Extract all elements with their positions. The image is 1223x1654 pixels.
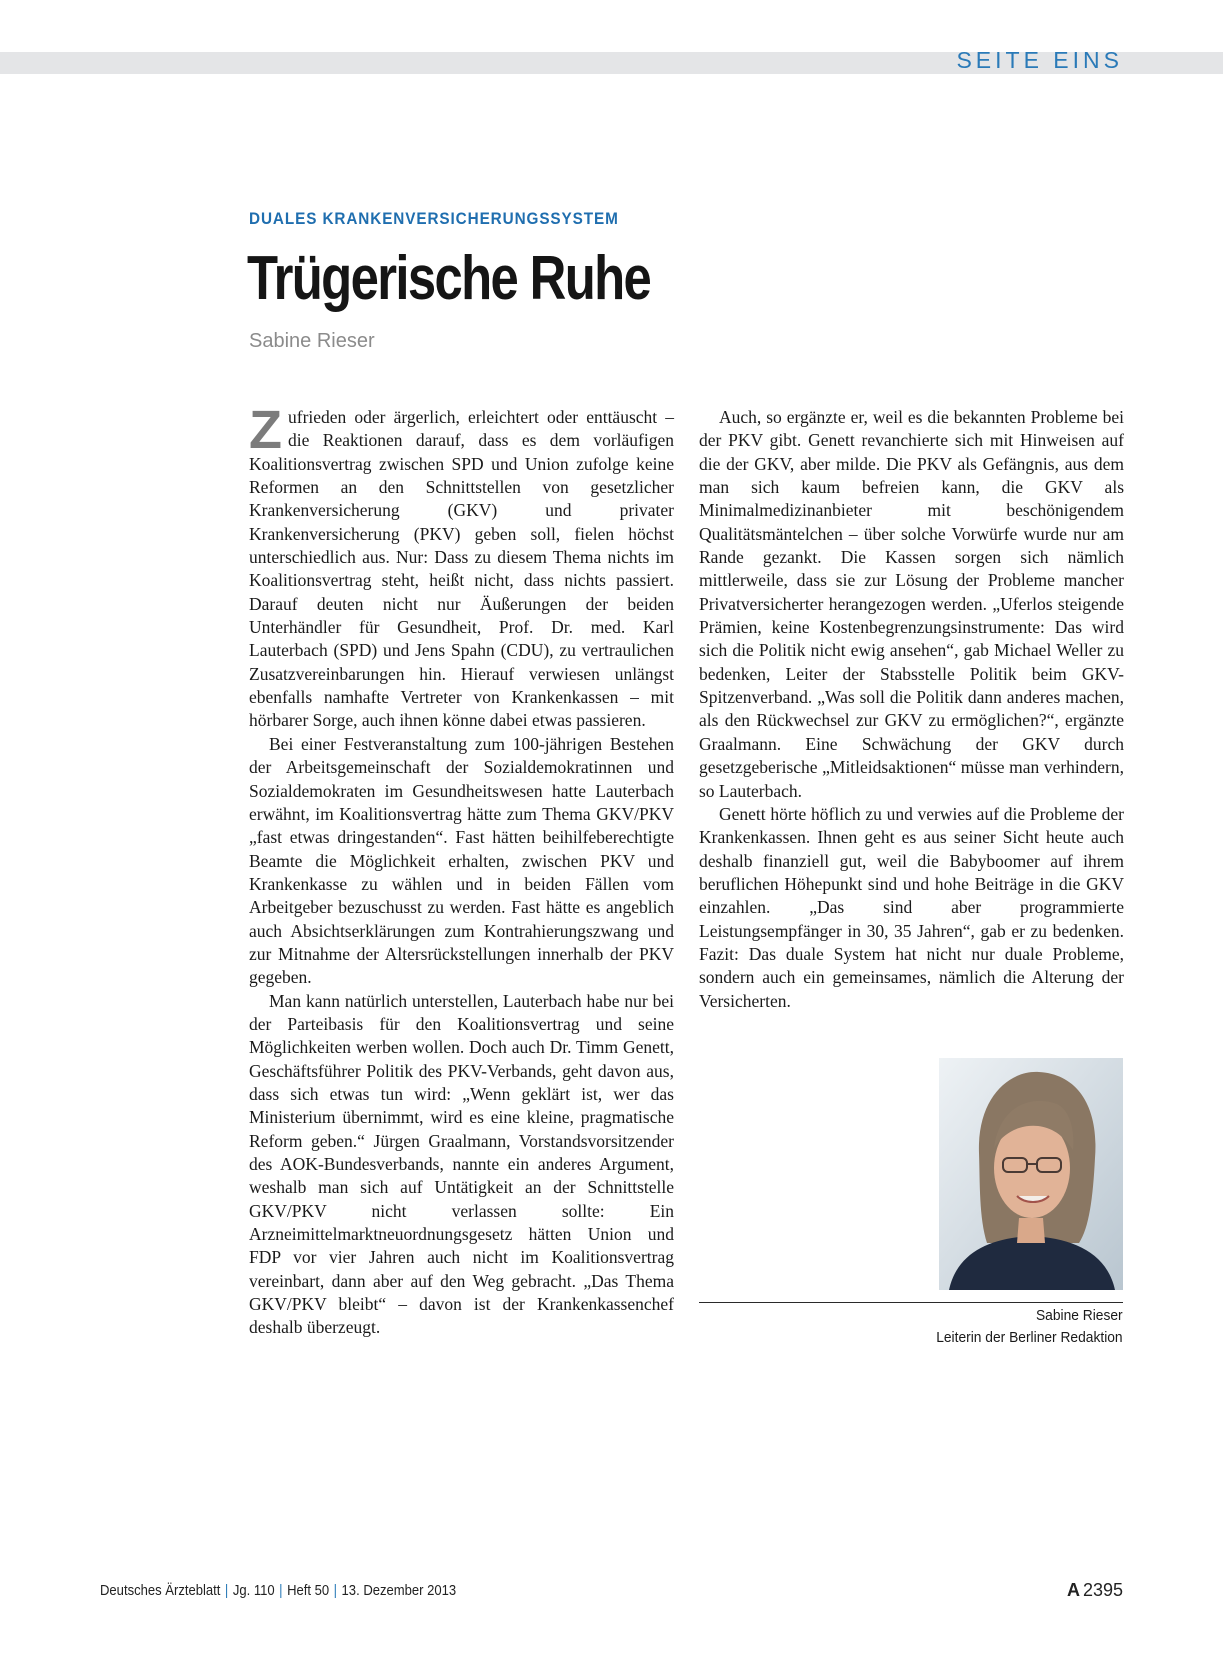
footer-publication: Deutsches Ärzteblatt <box>100 1583 221 1599</box>
right-column <box>699 406 1124 1013</box>
paragraph: Man kann natürlich unterstellen, Lauterbach habe nur bei der Parteibasis für den Koalitionsvertrag und seine Möglichkeiten werben wollen. Doch auch Dr. Timm Genett, Geschäftsführer Politik des PKV-Verbands, geht davon aus, dass sich etwas tun wird: „Wenn geklärt ist, wer das Ministerium übernimmt, wird es eine kleine, pragmatische Reform geben.“ Jürgen Graalmann, Vorstandsvorsitzender des AOK-Bundesverbands, nannte ein anderes Argument, weshalb man sich auf Untätigkeit an der Schnittstelle GKV/PKV nicht verlassen sollte: Ein Arzneimittelmarktneuordnungsgesetz hätten Union und FDP vor vier Jahren auch nicht im Koalitionsvertrag vereinbart, dann aber auf den Weg gebracht. „Das Thema GKV/PKV bleibt“ – davon ist der Krankenkassenchef deshalb überzeugt. <box>249 990 674 1338</box>
paragraph: Bei einer Festveranstaltung zum 100-jährigen Bestehen der Arbeitsgemeinschaft der Sozialdemokratinnen und Sozialdemokraten im Gesundheitswesen hatte Lauterbach erwähnt, im Koalitionsvertrag hätte zum Thema GKV/PKV „fast etwas dringestanden“. Fast hätten beihilfeberechtigte Beamte die Möglichkeit erhalten, zwischen PKV und Krankenkasse zu wählen und in beiden Fällen vom Arbeitgeber bezuschusst zu werden. Fast hätte es angeblich auch Absichtserklärungen zum Kontrahierungszwang und zur Mitnahme der Altersrückstellungen innerhalb der PKV gegeben. <box>249 733 674 988</box>
footer-date: 13. Dezember 2013 <box>341 1583 457 1599</box>
article-kicker: DUALES KRANKENVERSICHERUNGSSYSTEM <box>249 209 619 228</box>
page-footer <box>100 1583 456 1599</box>
article-title: Trügerische Ruhe <box>247 244 651 313</box>
footer-volume: Jg. 110 <box>232 1583 275 1599</box>
drop-cap: Z <box>249 400 282 460</box>
left-column <box>249 400 674 1340</box>
paragraph: Auch, so ergänzte er, weil es die bekannten Probleme bei der PKV gibt. Genett revanchierte sich mit Hinweisen auf die der GKV, aber milde. Die PKV als Gefängnis, aus dem man sich kaum befreien kann, die GKV als Minimalmedizinanbieter mit beschönigendem Qualitätsmäntelchen – über solche Vorwürfe wurde nur am Rande gezankt. Die Kassen sorgen sich nämlich mittlerweile, dass sie zur Lösung der Probleme mancher Privatversicherter herangezogen werden. „Uferlos steigende Prämien, keine Kostenbegrenzungsinstrumente: Das wird sich die Politik nicht ewig ansehen“, gab Michael Weller zu bedenken, Leiter der Stabsstelle Politik beim GKV-Spitzenverband. „Was soll die Politik dann anderes machen, als den Rückwechsel zur GKV zu ermöglichen?“, ergänzte Graalmann. Eine Schwächung der GKV durch gesetzgeberische „Mitleidsaktionen“ müsse man verhindern, so Lauterbach. <box>699 407 1124 801</box>
page-prefix: A <box>1066 1580 1080 1600</box>
photo-caption <box>937 1305 1123 1349</box>
paragraph <box>249 400 674 733</box>
paragraph-text: ufrieden oder ärgerlich, erleichtert oder enttäuscht – die Reaktionen darauf, dass es dem vorläufigen Koalitionsvertrag zwischen SPD und Union zufolge keine Reformen an den Schnittstellen von gesetzlicher Krankenversicherung (GKV) und privater Krankenversicherung (PKV) geben soll, fielen höchst unterschiedlich aus. Nur: Dass zu diesem Thema nichts im Koalitionsvertrag steht, heißt nicht, dass nichts passiert. Darauf deuten nicht nur Äußerungen der beiden Unterhändler für Gesundheit, Prof. Dr. med. Karl Lauterbach (SPD) und Jens Spahn (CDU), zu vertraulichen Zusatzvereinbarungen hin. Hierauf verwiesen unlängst ebenfalls namhafte Vertreter von Krankenkassen – mit hörbarer Sorge, auch ihnen könne dabei etwas passieren. <box>249 407 674 731</box>
author-portrait-photo <box>939 1058 1123 1290</box>
paragraph: Genett hörte höflich zu und verwies auf die Probleme der Krankenkassen. Ihnen geht es aus seiner Sicht heute auch deshalb finanziell gut, weil die Babyboomer auf ihrem beruflichen Höhepunkt sind und hohe Beiträge in die GKV einzahlen. „Das sind aber programmierte Leistungsempfänger in 30, 35 Jahren“, gab er zu bedenken. Fazit: Das duale System hat nicht nur duale Probleme, sondern auch ein gemeinsames, nämlich die Alterung der Versicherten. <box>699 803 1124 1011</box>
footer-separator: | <box>333 1583 338 1599</box>
caption-divider <box>699 1302 1123 1303</box>
caption-name: Sabine Rieser <box>1036 1307 1123 1324</box>
article-author: Sabine Rieser <box>249 330 375 352</box>
page-number-value: 2395 <box>1082 1580 1123 1600</box>
footer-issue: Heft 50 <box>287 1583 330 1599</box>
caption-role: Leiterin der Berliner Redaktion <box>936 1329 1123 1346</box>
footer-separator: | <box>224 1583 229 1599</box>
portrait-illustration <box>939 1058 1123 1290</box>
page-number <box>1067 1580 1123 1601</box>
footer-separator: | <box>279 1583 283 1599</box>
section-label: SEITE EINS <box>956 47 1123 73</box>
